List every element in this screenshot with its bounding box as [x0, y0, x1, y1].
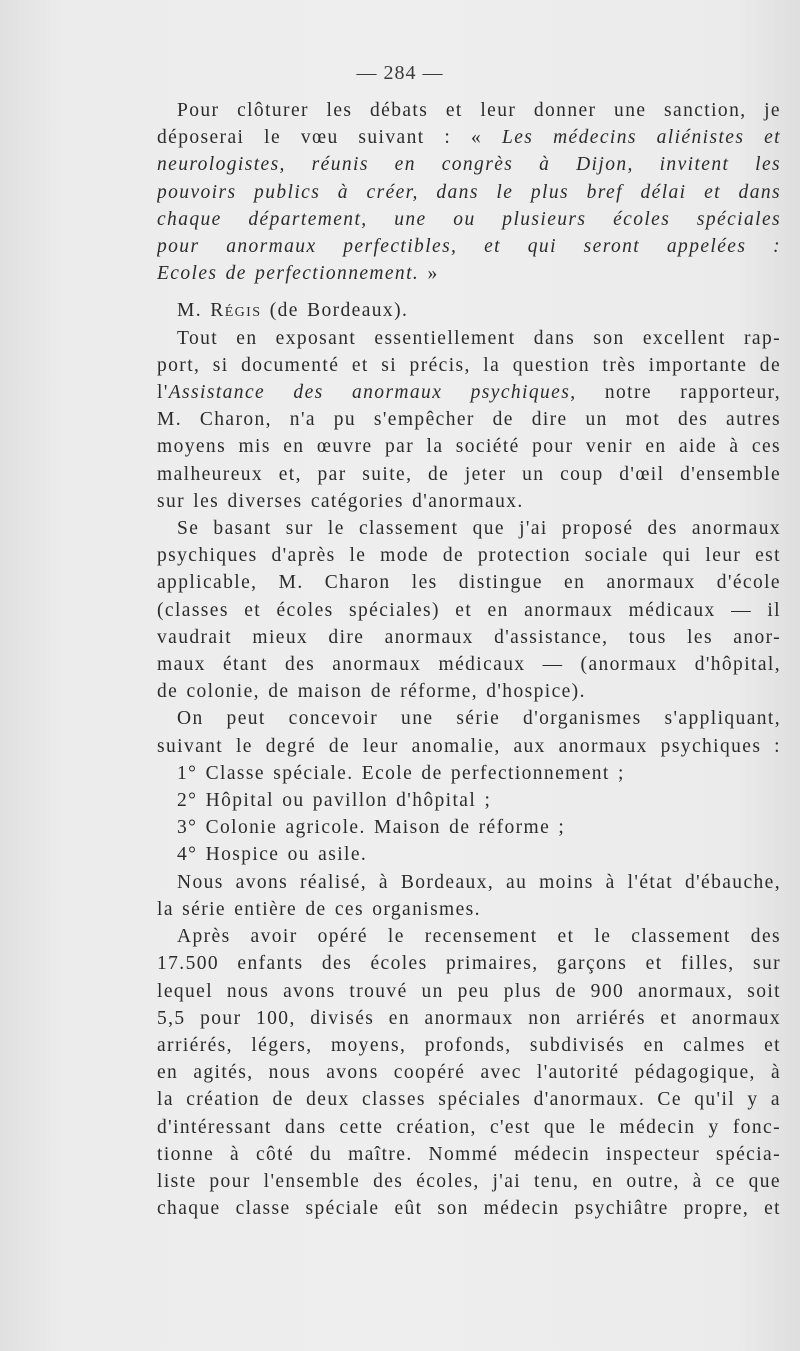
organism-list — [157, 760, 781, 869]
text-line — [157, 297, 781, 324]
text-line: d'intéressant dans cette création, c'est que le médecin y fonc- — [157, 1116, 781, 1138]
page-number: — 284 — — [356, 62, 444, 84]
text-line: sur les diverses catégories d'anormaux. — [157, 490, 524, 512]
text-line: M. Charon, n'a pu s'empêcher de dire un mot des autres — [157, 409, 781, 431]
text-line: Pour clôturer les débats et leur donner une sanction, je — [177, 100, 781, 121]
text-line: suivant le degré de leur anomalie, aux anormaux psychiques : — [157, 735, 781, 757]
paragraph-organisms — [157, 705, 781, 759]
speaker-suffix: (de Bordeaux). — [261, 300, 409, 322]
text-span: , notre rapporteur, — [570, 382, 781, 404]
text-line: (classes et écoles spéciales) et en anormaux médicaux — il — [157, 599, 781, 621]
list-item: 3° Colonie agricole. Maison de réforme ; — [177, 817, 566, 839]
text-span: l' — [157, 382, 169, 404]
text-line: vaudrait mieux dire anormaux d'assistance, tous les anor- — [157, 626, 781, 648]
text-line: arriérés, légers, moyens, profonds, subdivisés en calmes et — [157, 1034, 781, 1056]
italic-line: pouvoirs publics à créer, dans le plus bref délai et dans — [157, 181, 781, 203]
paragraph-census — [157, 923, 781, 1222]
text-line: de colonie, de maison de réforme, d'hospice). — [157, 681, 586, 703]
text-line — [157, 379, 781, 406]
italic-text: Assistance des anormaux psychiques — [168, 382, 571, 404]
text-line: moyens mis en œuvre par la société pour venir en aide à ces — [157, 436, 781, 458]
italic-line: chaque département, une ou plusieurs écoles spéciales — [157, 208, 781, 230]
text-span: déposerai le vœu suivant : « — [157, 127, 502, 149]
text-line: tionne à côté du maître. Nommé médecin inspecteur spécia- — [157, 1143, 781, 1165]
paragraph-classification — [157, 515, 781, 705]
text-line: maux étant des anormaux médicaux — (anormaux d'hôpital, — [157, 654, 781, 676]
paragraph-report — [157, 325, 781, 515]
list-item: 2° Hôpital ou pavillon d'hôpital ; — [177, 790, 492, 812]
text-line: applicable, M. Charon les distingue en anormaux d'école — [157, 572, 781, 594]
page-body — [157, 97, 781, 1222]
text-line: Tout en exposant essentiellement dans son excellent rap- — [177, 327, 781, 349]
paragraph-bordeaux — [157, 869, 781, 923]
text-line: Après avoir opéré le recensement et le classement des — [177, 926, 781, 948]
speaker-prefix: M. — [177, 300, 211, 322]
text-line — [157, 124, 781, 151]
text-line: chaque classe spéciale eût son médecin psychiâtre propre, et — [157, 1198, 781, 1220]
paragraph-closing-motion — [157, 97, 781, 287]
text-line: malheureux et, par suite, de jeter un coup d'œil d'ensemble — [157, 463, 781, 485]
text-line: liste pour l'ensemble des écoles, j'ai tenu, en outre, à ce que — [157, 1170, 781, 1192]
speaker-heading — [157, 297, 781, 324]
text-line: Nous avons réalisé, à Bordeaux, au moins à l'état d'ébauche, — [177, 871, 781, 893]
text-line: port, si documenté et si précis, la question très importante de — [157, 354, 781, 376]
text-line: On peut concevoir une série d'organismes s'appliquant, — [177, 708, 781, 730]
list-item: 4° Hospice ou asile. — [177, 844, 368, 866]
italic-text: Les médecins aliénistes et — [501, 127, 781, 149]
speaker-name: Régis — [210, 300, 262, 322]
text-line: la série entière de ces organismes. — [157, 898, 481, 920]
text-span: » — [419, 263, 439, 285]
text-line — [157, 260, 781, 287]
text-line: Se basant sur le classement que j'ai proposé des anormaux — [177, 518, 781, 540]
italic-line: pour anormaux perfectibles, et qui seront appelées : — [157, 236, 781, 258]
text-line: la création de deux classes spéciales d'anormaux. Ce qu'il y a — [157, 1089, 781, 1111]
text-line: psychiques d'après le mode de protection sociale qui leur est — [157, 545, 781, 567]
text-line: en agités, nous avons coopéré avec l'autorité pédagogique, à — [157, 1062, 781, 1084]
list-item: 1° Classe spéciale. Ecole de perfectionnement ; — [177, 762, 625, 784]
text-line: 17.500 enfants des écoles primaires, garçons et filles, sur — [157, 953, 781, 975]
italic-text: Ecoles de perfectionnement. — [157, 263, 420, 285]
text-line: 5,5 pour 100, divisés en anormaux non arriérés et anormaux — [157, 1007, 781, 1029]
italic-line: neurologistes, réunis en congrès à Dijon, invitent les — [157, 154, 781, 176]
text-line: lequel nous avons trouvé un peu plus de 900 anormaux, soit — [157, 980, 781, 1002]
